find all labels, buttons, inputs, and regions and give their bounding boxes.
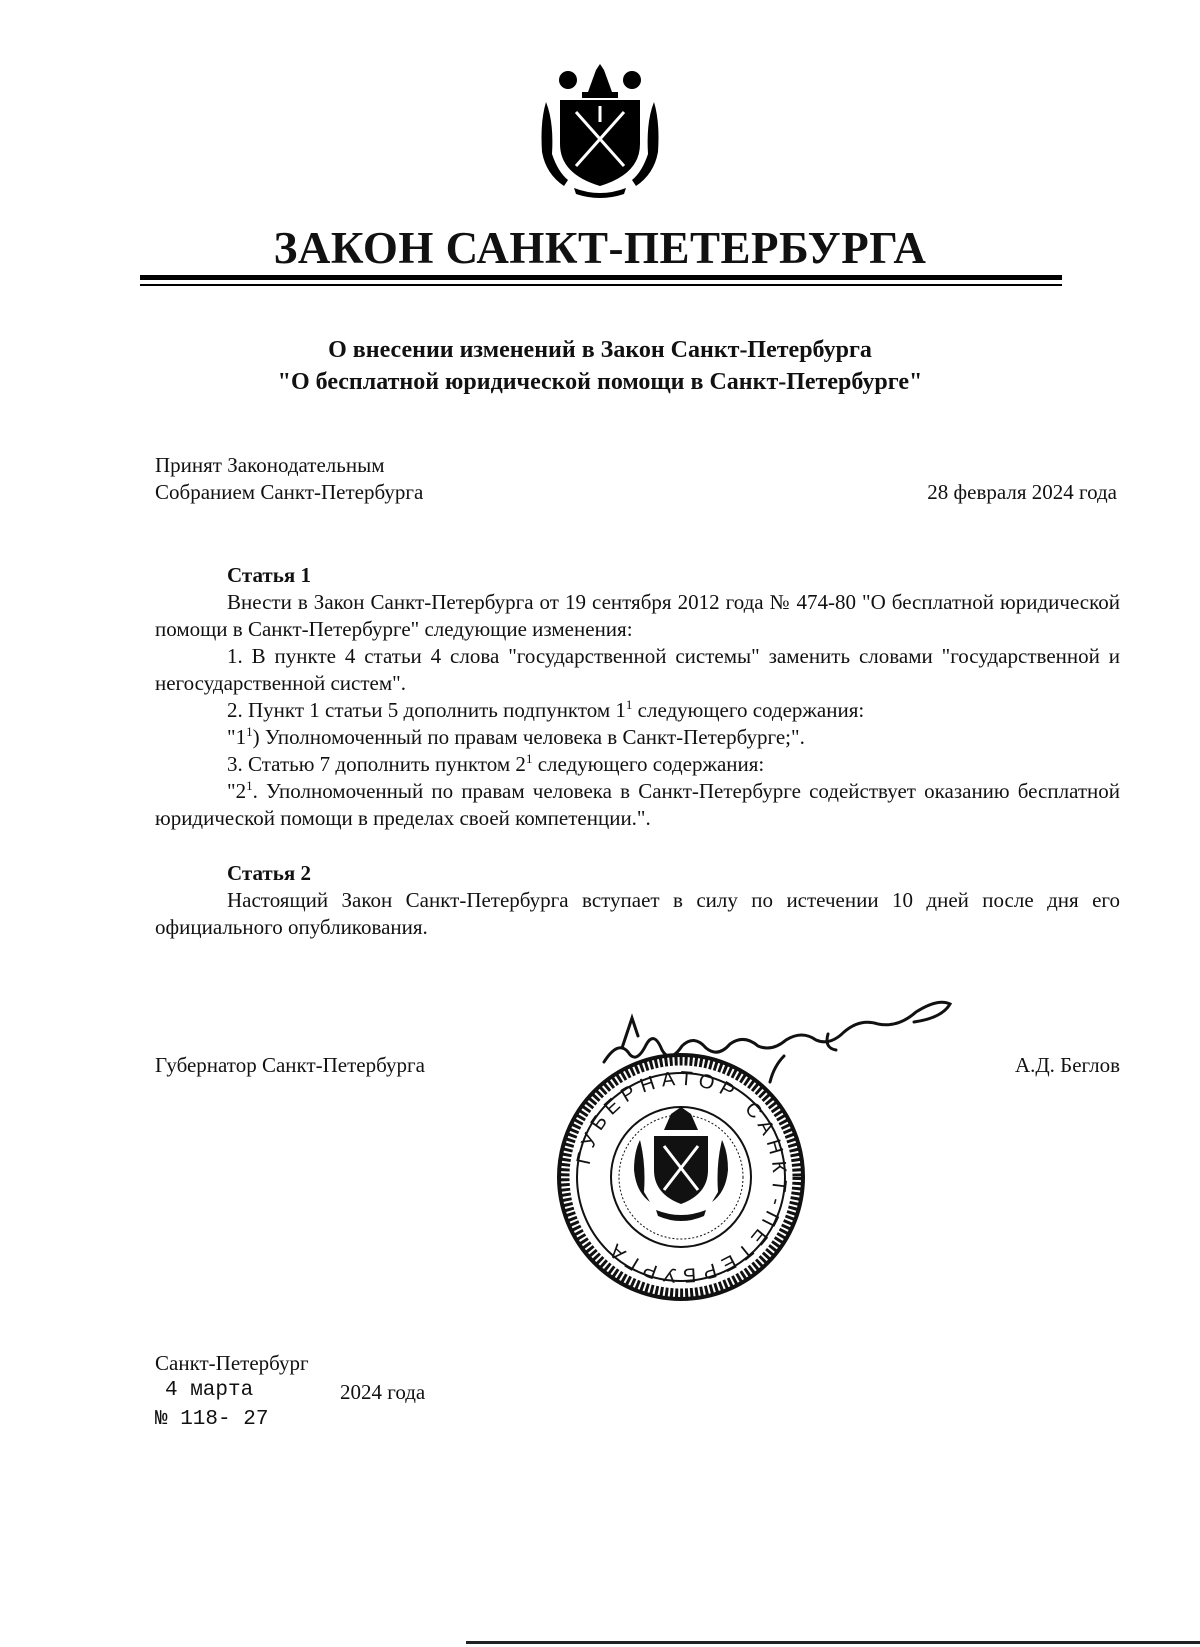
adoption-line1: Принят Законодательным xyxy=(155,453,385,477)
law-title: ЗАКОН САНКТ-ПЕТЕРБУРГА xyxy=(273,223,927,273)
footer-number: № 118- 27 xyxy=(155,1408,269,1431)
title-rule-thin xyxy=(140,284,1062,286)
article1-item2-quote: "$1^1$) Уполномоченный по правам человека в Санкт-Петербурге;". xyxy=(227,724,805,749)
law-subtitle-line1: О внесении изменений в Закон Санкт-Петербурга xyxy=(328,337,872,363)
official-seal-stamp xyxy=(556,1052,806,1302)
signatory-position: Губернатор Санкт-Петербурга xyxy=(155,1053,425,1077)
article1-intro: Внести в Закон Санкт-Петербурга от 19 сентября 2012 года № 474-80 "О бесплатной юридической помощи в Санкт-Петербурге" следующие изменения: xyxy=(155,590,1120,641)
article1-item2: 2. Пункт 1 статьи 5 дополнить подпунктом $1^1$ следующего содержания: xyxy=(227,697,865,722)
footer-year: 2024 года xyxy=(340,1380,426,1404)
title-rule-thick xyxy=(140,275,1062,280)
article2-text: Настоящий Закон Санкт-Петербурга вступает в силу по истечении 10 дней после дня его официального опубликования. xyxy=(155,888,1120,939)
law-subtitle-line2: "О бесплатной юридической помощи в Санкт-Петербурге" xyxy=(277,369,923,395)
article1-item3: 3. Статью 7 дополнить пунктом $2^1$ следующего содержания: xyxy=(227,751,765,776)
footer-day-month: 4 марта xyxy=(165,1379,254,1402)
adoption-date: 28 февраля 2024 года xyxy=(927,480,1117,504)
seal-text: ГУБЕРНАТОР САНКТ-ПЕТЕРБУРГА xyxy=(572,1067,791,1287)
adoption-line2: Собранием Санкт-Петербурга xyxy=(155,480,424,504)
article1-item3-quote: "$2^1$. Уполномоченный по правам человека в Санкт-Петербурге содействует оказанию бесплатной юридической помощи в пределах своей компетенции.". xyxy=(155,778,1120,830)
footer-city: Санкт-Петербург xyxy=(155,1351,309,1375)
article2-heading: Статья 2 xyxy=(227,861,311,885)
handwritten-signature xyxy=(598,990,958,1085)
article1-heading: Статья 1 xyxy=(227,563,311,587)
scan-edge-line xyxy=(466,1641,1200,1644)
spb-coat-of-arms-icon xyxy=(538,62,662,202)
signatory-name: А.Д. Беглов xyxy=(1014,1053,1120,1077)
article1-item1: 1. В пункте 4 статьи 4 слова "государственной системы" заменить словами "государственной и негосударственной систем". xyxy=(155,644,1120,695)
